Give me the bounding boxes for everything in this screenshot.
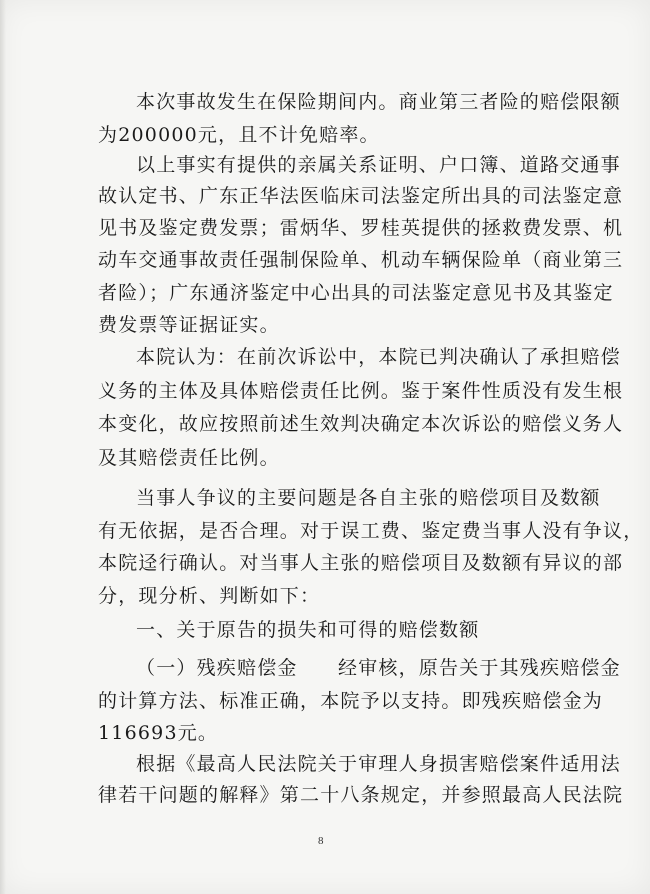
- text-line: 根据《最高人民法院关于审理人身损害赔偿案件适用法: [136, 753, 621, 775]
- text-line: 以上事实有提供的亲属关系证明、户口簿、道路交通事: [136, 154, 621, 176]
- text-line: （一）残疾赔偿金 经审核，原告关于其残疾赔偿金: [136, 657, 621, 679]
- text-line: 动车交通事故责任强制保险单、机动车辆保险单（商业第三: [98, 249, 624, 271]
- text-line: 本院认为：在前次诉讼中，本院已判决确认了承担赔偿: [136, 346, 621, 368]
- text-line: 116693元。: [98, 722, 219, 744]
- page-number: 8: [318, 835, 324, 847]
- scan-edge: [0, 0, 6, 894]
- text-line: 有无依据，是否合理。对于误工费、鉴定费当事人没有争议，: [98, 520, 644, 542]
- text-line: 者险）；广东通济鉴定中心出具的司法鉴定意见书及其鉴定: [98, 282, 614, 304]
- text-line: 费发票等证据证实。: [98, 314, 280, 336]
- text-line: 本次事故发生在保险期间内。商业第三者险的赔偿限额: [136, 91, 621, 113]
- text-line: 义务的主体及具体赔偿责任比例。鉴于案件性质没有发生根: [98, 380, 624, 402]
- text-line: 本变化，故应按照前述生效判决确定本次诉讼的赔偿义务人: [98, 413, 624, 435]
- text-line: 的计算方法、标准正确，本院予以支持。即残疾赔偿金为: [98, 690, 604, 712]
- text-line: 本院迳行确认。对当事人主张的赔偿项目及数额有异议的部: [98, 552, 624, 574]
- text-line: 当事人争议的主要问题是各自主张的赔偿项目及数额: [136, 487, 601, 509]
- text-line: 律若干问题的解释》第二十八条规定，并参照最高人民法院: [98, 784, 624, 806]
- section-heading: 一、关于原告的损失和可得的赔偿数额: [136, 619, 480, 641]
- text-line: 故认定书、广东正华法医临床司法鉴定所出具的司法鉴定意: [98, 185, 624, 207]
- text-line: 为200000元，且不计免赔率。: [98, 124, 380, 146]
- text-line: 及其赔偿责任比例。: [98, 447, 280, 469]
- text-line: 分，现分析、判断如下：: [98, 585, 321, 607]
- text-line: 见书及鉴定费发票；雷炳华、罗桂英提供的拯救费发票、机: [98, 217, 624, 239]
